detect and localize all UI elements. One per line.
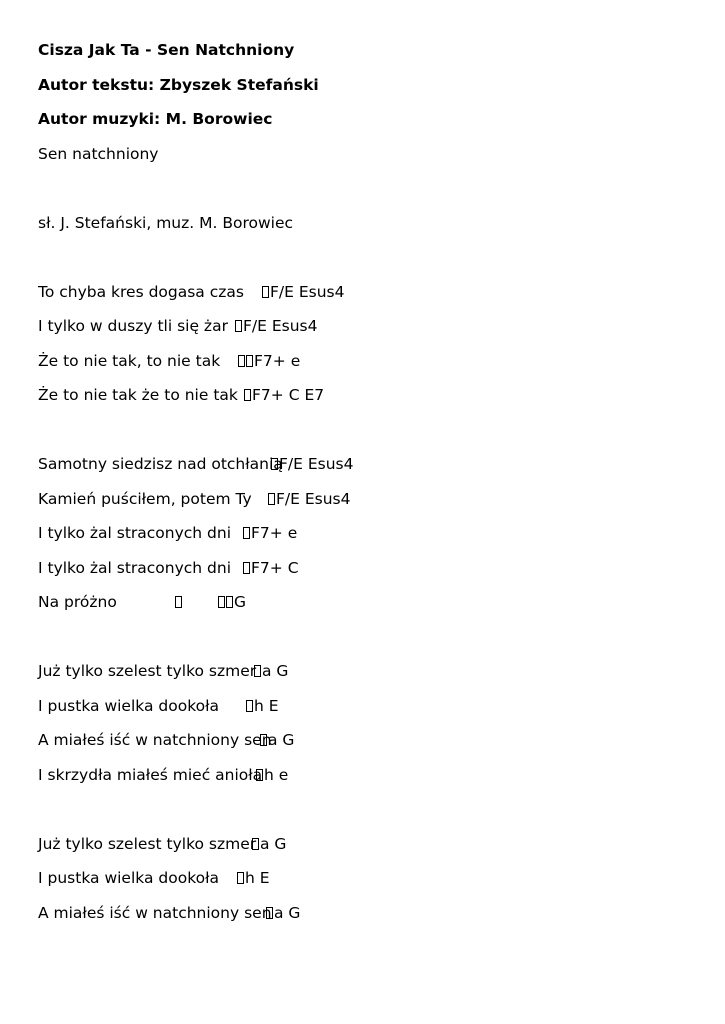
chord-text: F7+ e (251, 524, 298, 542)
missing-glyph-icon (238, 355, 245, 367)
chord-text: h E (245, 869, 270, 887)
chord-text: F/E Esus4 (279, 455, 354, 473)
lyric-line (38, 385, 698, 420)
blank-line (38, 247, 698, 282)
chord-text: a G (262, 662, 289, 680)
lyric-text: I tylko żal straconych dni (38, 524, 232, 542)
missing-glyph-icon (244, 389, 251, 401)
missing-glyph-icon (226, 596, 233, 608)
lyric-text: I pustka wielka dookoła (38, 869, 220, 887)
lyric-line (38, 489, 698, 524)
lyric-text: Już tylko szelest tylko szmer (38, 834, 257, 853)
missing-glyph-icon (243, 527, 250, 539)
missing-glyph-icon (256, 769, 263, 781)
chord-text: F7+ C (251, 558, 299, 577)
song-subtitle: Sen natchniony (38, 144, 159, 163)
blank-line (38, 178, 698, 213)
chord-text: h E (254, 696, 279, 715)
blank-line (38, 420, 698, 455)
music-author: Autor muzyki: M. Borowiec (38, 110, 273, 128)
chord-text: F/E Esus4 (270, 282, 345, 301)
lyric-line (38, 592, 698, 627)
lyric-line (38, 834, 698, 869)
lyric-text: I tylko w duszy tli się żar (38, 317, 228, 335)
lyric-text: Że to nie tak że to nie tak (38, 386, 238, 404)
lyric-text: Że to nie tak, to nie tak (38, 351, 221, 370)
lyric-line (38, 730, 698, 765)
chord-text: F7+ C E7 (252, 386, 325, 404)
lyric-text: To chyba kres dogasa czas (38, 282, 244, 301)
lyric-line (38, 696, 698, 731)
lyric-line (38, 765, 698, 800)
lyric-line (38, 316, 698, 351)
lyrics-author: Autor tekstu: Zbyszek Stefański (38, 75, 319, 94)
lyric-text: Już tylko szelest tylko szmer (38, 662, 257, 680)
missing-glyph-icon (237, 872, 244, 884)
chord-text: F7+ e (254, 351, 301, 370)
chord-text: a G (274, 903, 301, 922)
missing-glyph-icon (246, 700, 253, 712)
missing-glyph-icon (260, 734, 267, 746)
lyric-text: Samotny siedzisz nad otchłanią (38, 455, 283, 473)
chord-text: a G (268, 731, 295, 749)
missing-glyph-icon (246, 355, 253, 367)
song-credits: sł. J. Stefański, muz. M. Borowiec (38, 213, 294, 232)
missing-glyph-icon (271, 458, 278, 470)
song-title: Cisza Jak Ta - Sen Natchniony (38, 41, 295, 59)
lyric-text: I tylko żal straconych dni (38, 558, 232, 577)
missing-glyph-icon (266, 907, 273, 919)
missing-glyph-icon (262, 286, 269, 298)
missing-glyph-icon (243, 562, 250, 574)
lyric-line (38, 868, 698, 903)
lyric-text: I skrzydła miałeś mieć anioła (38, 765, 263, 784)
lyric-line (38, 903, 698, 938)
blank-line (38, 627, 698, 662)
lyric-line (38, 558, 698, 593)
missing-glyph-icon (175, 596, 182, 608)
chord-text: h e (264, 765, 289, 784)
lyric-line (38, 523, 698, 558)
lyric-line (38, 282, 698, 317)
song-sheet (38, 40, 698, 937)
lyric-text: A miałeś iść w natchniony sen (38, 903, 272, 922)
chord-text: G (234, 593, 247, 611)
lyric-line (38, 661, 698, 696)
missing-glyph-icon (254, 665, 261, 677)
lyric-text: A miałeś iść w natchniony sen (38, 731, 272, 749)
chord-text: a G (260, 834, 287, 853)
lyric-text: Kamień puściłem, potem Ty (38, 489, 252, 508)
missing-glyph-icon (268, 493, 275, 505)
chord-text: F/E Esus4 (243, 317, 318, 335)
lyric-text: Na próżno (38, 593, 117, 611)
missing-glyph-icon (218, 596, 225, 608)
missing-glyph-icon (235, 320, 242, 332)
lyric-text: I pustka wielka dookoła (38, 696, 220, 715)
missing-glyph-icon (252, 838, 259, 850)
lyric-line (38, 454, 698, 489)
blank-line (38, 799, 698, 834)
chord-text: F/E Esus4 (276, 489, 351, 508)
lyric-line (38, 351, 698, 386)
